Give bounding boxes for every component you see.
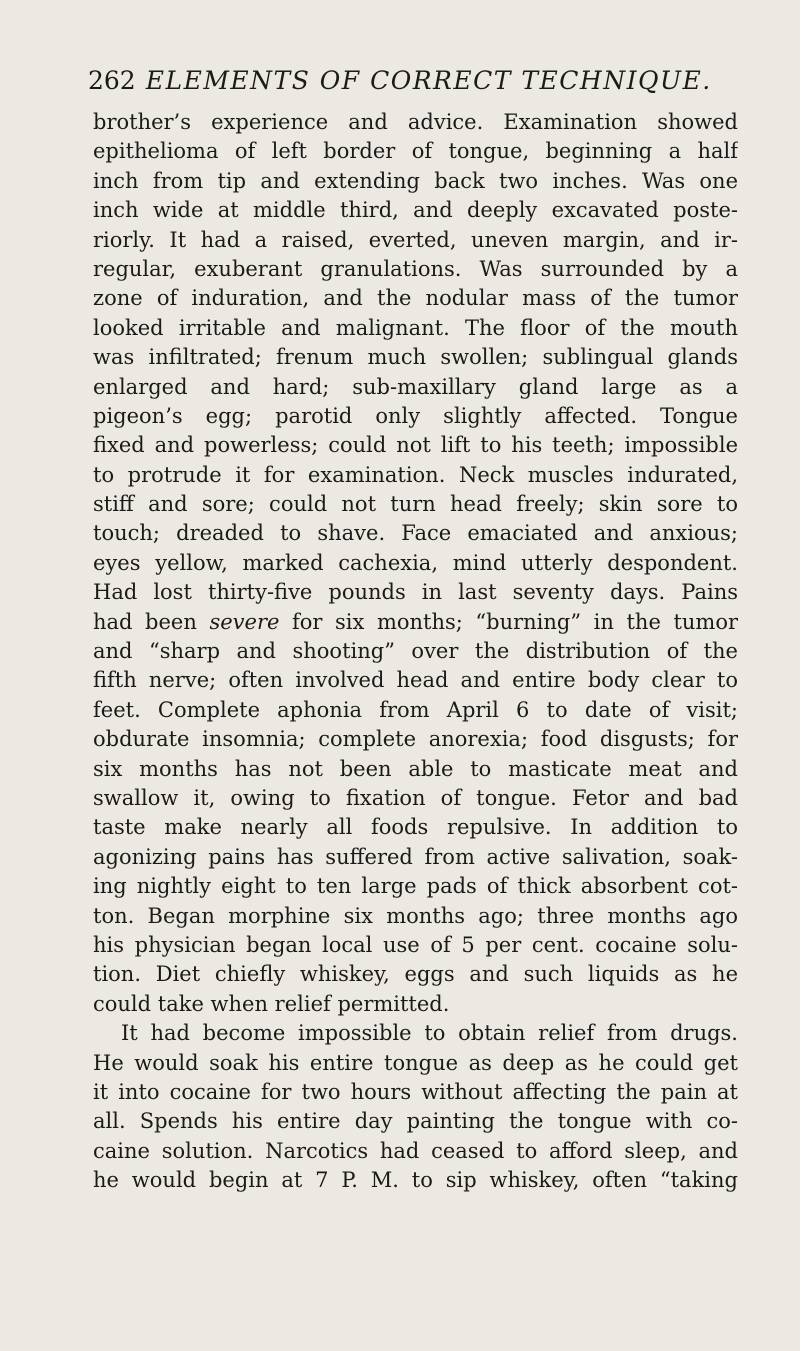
text-line: pigeon’s egg; parotid only slightly affected. Tongue xyxy=(93,403,738,428)
text-line: feet. Complete aphonia from April 6 to date of visit; xyxy=(93,697,738,722)
running-head xyxy=(88,66,728,102)
text-line: and “sharp and shooting” over the distribution of the xyxy=(93,639,738,664)
text-line: he would begin at 7 P. M. to sip whiskey, often “taking xyxy=(93,1168,738,1193)
text-segment: had been xyxy=(93,609,210,634)
text-line: taste make nearly all foods repulsive. In addition to xyxy=(93,815,738,840)
text-line: all. Spends his entire day painting the tongue with co- xyxy=(93,1109,738,1134)
text-line: to protrude it for examination. Neck muscles indurated, xyxy=(93,462,738,487)
text-segment: for six months; “burning” in the tumor xyxy=(279,609,738,634)
text-line: inch wide at middle third, and deeply excavated poste- xyxy=(93,198,738,223)
text-line: could take when relief permitted. xyxy=(93,991,450,1016)
text-line: epithelioma of left border of tongue, beginning a half xyxy=(93,139,738,164)
text-line: inch from tip and extending back two inches. Was one xyxy=(93,168,738,193)
text-line-with-emphasis xyxy=(93,608,738,637)
text-line: enlarged and hard; sub-maxillary gland large as a xyxy=(93,374,738,399)
text-line: looked irritable and malignant. The floor of the mouth xyxy=(93,315,738,340)
text-line: brother’s experience and advice. Examination showed xyxy=(93,110,738,134)
text-line: Had lost thirty-five pounds in last seventy days. Pains xyxy=(93,580,738,605)
text-line: swallow it, owing to fixation of tongue. Fetor and bad xyxy=(93,785,738,810)
text-line: it into cocaine for two hours without affecting the pain at xyxy=(93,1079,738,1104)
text-line: six months has not been able to masticate meat and xyxy=(93,756,738,781)
text-line: zone of induration, and the nodular mass of the tumor xyxy=(93,286,738,311)
text-line: ton. Began morphine six months ago; three months ago xyxy=(93,903,738,928)
running-title: ELEMENTS OF CORRECT TECHNIQUE. xyxy=(145,66,712,95)
text-line: his physician began local use of 5 per cent. cocaine solu- xyxy=(93,932,738,957)
page-number: 262 xyxy=(88,66,136,95)
text-line: stiff and sore; could not turn head freely; skin sore to xyxy=(93,492,738,517)
paragraph-1 xyxy=(93,108,738,1019)
emphasized-word: severe xyxy=(209,609,280,634)
text-line: obdurate insomnia; complete anorexia; food disgusts; for xyxy=(93,727,738,752)
text-line: tion. Diet chiefly whiskey, eggs and such liquids as he xyxy=(93,962,738,987)
text-line: He would soak his entire tongue as deep as he could get xyxy=(93,1050,738,1075)
text-line: agonizing pains has suffered from active salivation, soak- xyxy=(93,844,738,869)
text-line: It had become impossible to obtain relief from drugs. xyxy=(121,1021,738,1046)
text-line: fifth nerve; often involved head and entire body clear to xyxy=(93,668,738,693)
text-line: fixed and powerless; could not lift to his teeth; impossible xyxy=(93,433,738,458)
text-line: ing nightly eight to ten large pads of thick absorbent cot- xyxy=(93,874,738,899)
text-line: was infiltrated; frenum much swollen; sublingual glands xyxy=(93,345,738,370)
paragraph-2 xyxy=(93,1019,738,1195)
text-line: regular, exuberant granulations. Was surrounded by a xyxy=(93,256,738,281)
text-line: eyes yellow, marked cachexia, mind utterly despondent. xyxy=(93,550,738,575)
text-line: touch; dreaded to shave. Face emaciated and anxious; xyxy=(93,521,738,546)
body-text xyxy=(93,108,738,1195)
text-line: caine solution. Narcotics had ceased to afford sleep, and xyxy=(93,1138,738,1163)
text-line: riorly. It had a raised, everted, uneven margin, and ir- xyxy=(93,227,738,252)
